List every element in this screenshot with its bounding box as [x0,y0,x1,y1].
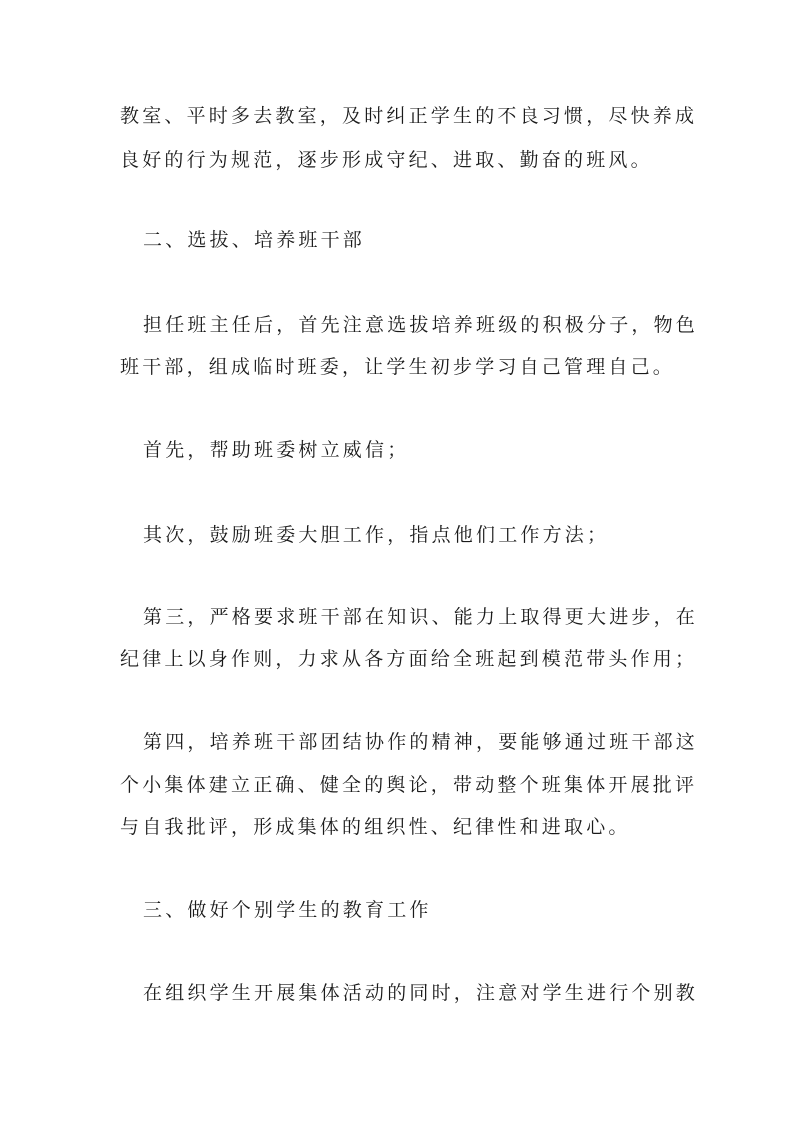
paragraph-line: 首先，帮助班委树立威信； [143,439,410,461]
paragraph-line: 第三，严格要求班干部在知识、能力上取得更大进步，在 [143,606,699,628]
paragraph-line: 其次，鼓励班委大胆工作，指点他们工作方法； [143,524,610,546]
paragraph-line: 教室、平时多去教室，及时纠正学生的不良习惯，尽快养成 [120,105,698,127]
section-heading: 二、选拔、培养班干部 [143,229,366,251]
paragraph-line: 在组织学生开展集体活动的同时，注意对学生进行个别教 [143,982,699,1004]
paragraph-line: 担任班主任后，首先注意选拔培养班级的积极分子，物色 [143,314,699,336]
paragraph-line: 个小集体建立正确、健全的舆论，带动整个班集体开展批评 [120,774,698,796]
paragraph-line: 班干部，组成临时班委，让学生初步学习自己管理自己。 [120,356,676,378]
paragraph-line: 良好的行为规范，逐步形成守纪、进取、勤奋的班风。 [120,149,653,171]
section-heading: 三、做好个别学生的教育工作 [143,899,432,921]
paragraph-line: 纪律上以身作则，力求从各方面给全班起到模范带头作用； [120,648,698,670]
paragraph-line: 与自我批评，形成集体的组织性、纪律性和进取心。 [120,816,631,838]
paragraph-line: 第四，培养班干部团结协作的精神，要能够通过班干部这 [143,731,699,753]
